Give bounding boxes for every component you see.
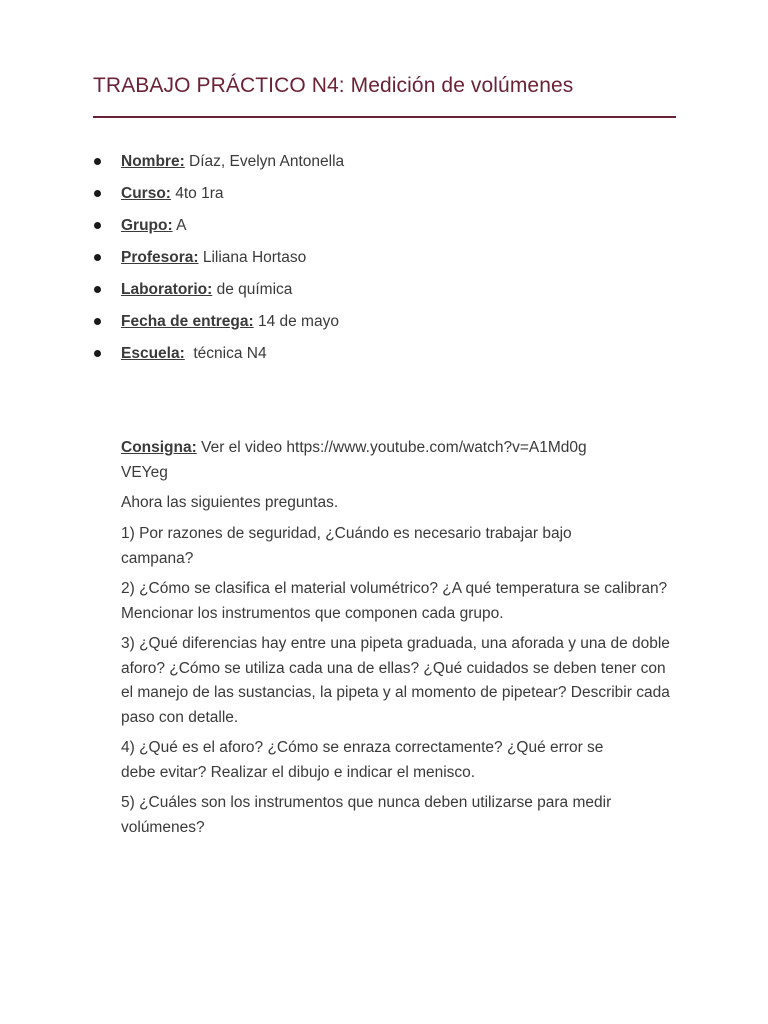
bullet-icon [94, 318, 101, 325]
bullet-icon [94, 254, 101, 261]
info-value: Liliana Hortaso [198, 249, 307, 266]
info-value: 4to 1ra [170, 185, 224, 202]
info-item-nombre [0, 150, 700, 174]
document-title: TRABAJO PRÁCTICO N4: Medición de volúmenes [93, 74, 574, 97]
info-label: Grupo: [121, 217, 173, 234]
question-2: 2) ¿Cómo se clasifica el material volumétrico? ¿A qué temperatura se calibran? Mencionar los instrumentos que componen cada grupo. [121, 580, 668, 622]
consigna-paragraph [121, 436, 591, 485]
consigna-text: Ver el video https://www.youtube.com/watch?v=A1Md0gVEYeg [121, 439, 587, 481]
question-1: 1) Por razones de seguridad, ¿Cuándo es necesario trabajar bajo campana? [121, 525, 572, 567]
question-3: 3) ¿Qué diferencias hay entre una pipeta graduada, una aforada y una de doble aforo? ¿Cómo se utiliza cada una de ellas? ¿Qué cuidados se deben tener con el manejo de las sustancias, la pipeta y al momento de pipetear? Describir cada paso con detalle. [121, 635, 670, 726]
info-label: Profesora: [121, 249, 199, 266]
bullet-icon [94, 350, 101, 357]
info-value: técnica N4 [184, 345, 267, 362]
info-item-curso [0, 182, 700, 206]
bullet-icon [94, 190, 101, 197]
info-item-fecha-de-entrega [0, 310, 700, 334]
bullet-icon [94, 286, 101, 293]
info-value: A [172, 217, 187, 234]
info-item-grupo [0, 214, 700, 238]
info-item-profesora [0, 246, 700, 270]
info-value: Díaz, Evelyn Antonella [184, 153, 345, 170]
info-label: Curso: [121, 185, 171, 202]
bullet-icon [94, 158, 101, 165]
info-label: Laboratorio: [121, 281, 213, 298]
intro-paragraph: Ahora las siguientes preguntas. [121, 494, 339, 511]
question-4: 4) ¿Qué es el aforo? ¿Cómo se enraza correctamente? ¿Qué error se debe evitar? Realizar el dibujo e indicar el menisco. [121, 739, 604, 781]
bullet-icon [94, 222, 101, 229]
question-5: 5) ¿Cuáles son los instrumentos que nunca deben utilizarse para medir volúmenes? [121, 794, 612, 836]
info-item-laboratorio [0, 278, 700, 302]
consigna-label: Consigna: [121, 439, 197, 456]
info-value: de química [212, 281, 293, 298]
info-label: Fecha de entrega: [121, 313, 254, 330]
title-underline-rule [93, 116, 676, 118]
info-label: Escuela: [121, 345, 185, 362]
info-label: Nombre: [121, 153, 185, 170]
info-value: 14 de mayo [253, 313, 339, 330]
info-item-escuela [0, 342, 700, 366]
